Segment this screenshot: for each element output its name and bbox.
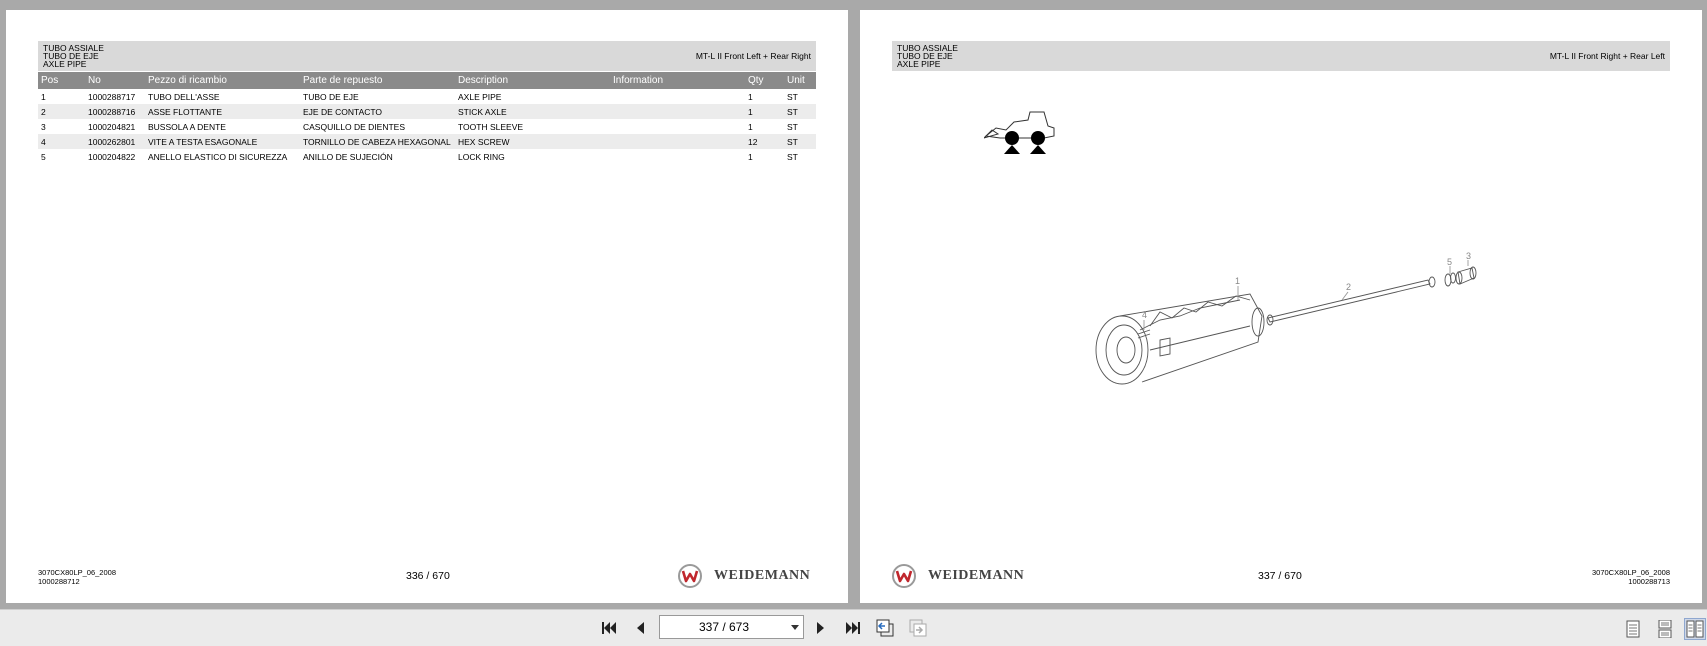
logo-mark-icon bbox=[678, 564, 702, 588]
cell bbox=[610, 149, 745, 164]
continuous-view-button[interactable] bbox=[1654, 618, 1676, 640]
weidemann-logo bbox=[678, 564, 810, 588]
cell: LOCK RING bbox=[458, 151, 505, 162]
col-it: Pezzo di ricambio bbox=[145, 72, 300, 89]
cell: ST bbox=[784, 104, 816, 119]
part-code: 1000288713 bbox=[1628, 577, 1670, 586]
cell: 1000204821 bbox=[88, 121, 136, 132]
prev-page-button[interactable] bbox=[629, 618, 651, 638]
prev-view-icon bbox=[875, 618, 897, 638]
cell: 1000288716 bbox=[85, 104, 145, 119]
brand-name: WEIDEMANN bbox=[714, 568, 811, 583]
prev-page-icon bbox=[633, 620, 647, 636]
axle-pipe-diagram bbox=[1090, 250, 1490, 430]
cell: 1 bbox=[748, 91, 753, 102]
col-es: Parte de repuesto bbox=[300, 72, 455, 89]
header-variant: MT-L II Front Right + Rear Left bbox=[1549, 51, 1665, 61]
cell: CASQUILLO DE DIENTES bbox=[303, 121, 406, 132]
cell bbox=[610, 134, 745, 149]
table-row bbox=[38, 104, 816, 119]
right-page bbox=[860, 10, 1702, 603]
cell: 12 bbox=[745, 134, 784, 149]
table-row bbox=[38, 119, 816, 134]
title-line-en: AXLE PIPE bbox=[897, 59, 941, 69]
col-unit: Unit bbox=[784, 72, 816, 89]
col-desc: Description bbox=[455, 72, 610, 89]
cell: ST bbox=[787, 151, 798, 162]
table-row bbox=[38, 134, 816, 149]
cell: STICK AXLE bbox=[455, 104, 610, 119]
header-title bbox=[43, 44, 104, 68]
two-page-icon bbox=[1686, 620, 1704, 638]
cell: 3 bbox=[41, 121, 46, 132]
title-line-en: AXLE PIPE bbox=[43, 59, 87, 69]
cell: VITE A TESTA ESAGONALE bbox=[145, 134, 300, 149]
cell: ANELLO ELASTICO DI SICUREZZA bbox=[148, 151, 288, 162]
cell: 1000204822 bbox=[88, 151, 136, 162]
doc-code: 3070CX80LP_06_2008 bbox=[1592, 568, 1670, 577]
col-qty: Qty bbox=[745, 72, 784, 89]
callout-label: 1 bbox=[1235, 276, 1241, 286]
last-page-icon bbox=[844, 620, 862, 636]
cell: TORNILLO DE CABEZA HEXAGONAL bbox=[300, 134, 455, 149]
wheel-loader-icon bbox=[984, 108, 1060, 166]
cell: ST bbox=[784, 134, 816, 149]
callout-label: 5 bbox=[1447, 257, 1453, 267]
cell: EJE DE CONTACTO bbox=[300, 104, 455, 119]
cell: 2 bbox=[38, 104, 85, 119]
callout-label: 2 bbox=[1346, 282, 1352, 292]
continuous-icon bbox=[1657, 620, 1673, 638]
cell: 4 bbox=[38, 134, 85, 149]
left-page bbox=[6, 10, 848, 603]
page-number-select[interactable] bbox=[659, 615, 804, 639]
cell: TUBO DE EJE bbox=[303, 91, 359, 102]
title-line-es: TUBO DE EJE bbox=[897, 51, 953, 61]
first-page-icon bbox=[600, 620, 618, 636]
cell: ANILLO DE SUJECIÓN bbox=[303, 151, 393, 162]
header-title bbox=[897, 44, 958, 68]
viewer-toolbar bbox=[0, 609, 1707, 646]
parts-table bbox=[38, 72, 816, 164]
col-info: Information bbox=[610, 72, 745, 89]
cell: 1 bbox=[41, 91, 46, 102]
cell: 5 bbox=[41, 151, 46, 162]
cell: ST bbox=[787, 91, 798, 102]
footer-codes bbox=[1592, 568, 1670, 586]
cell: TUBO DELL'ASSE bbox=[148, 91, 220, 102]
callout-label: 3 bbox=[1466, 251, 1472, 261]
cell: ASSE FLOTTANTE bbox=[145, 104, 300, 119]
table-row bbox=[38, 89, 816, 104]
cell: 1000262801 bbox=[85, 134, 145, 149]
cell: 1 bbox=[748, 121, 753, 132]
cell: HEX SCREW bbox=[455, 134, 610, 149]
header-variant: MT-L II Front Left + Rear Right bbox=[695, 51, 811, 61]
cell: 1000288717 bbox=[88, 91, 136, 102]
col-no: No bbox=[85, 72, 145, 89]
first-page-button[interactable] bbox=[598, 618, 620, 638]
title-line-es: TUBO DE EJE bbox=[43, 51, 99, 61]
cell: TOOTH SLEEVE bbox=[458, 121, 524, 132]
cell bbox=[610, 104, 745, 119]
last-page-button[interactable] bbox=[842, 618, 864, 638]
title-line-it: TUBO ASSIALE bbox=[897, 43, 958, 53]
brand-name: WEIDEMANN bbox=[928, 568, 1025, 583]
cell bbox=[610, 89, 745, 104]
next-page-icon bbox=[814, 620, 828, 636]
cell bbox=[610, 119, 745, 134]
page-number-value: 337 / 673 bbox=[698, 620, 750, 634]
logo-mark-icon bbox=[892, 564, 916, 588]
cell: ST bbox=[787, 121, 798, 132]
two-page-view-button[interactable] bbox=[1684, 618, 1706, 640]
page-number: 336 / 670 bbox=[406, 570, 450, 582]
single-page-view-button[interactable] bbox=[1622, 618, 1644, 640]
prev-view-button[interactable] bbox=[875, 618, 897, 638]
page-header bbox=[892, 41, 1670, 71]
next-view-button[interactable] bbox=[908, 618, 930, 638]
page-number: 337 / 670 bbox=[1258, 570, 1302, 582]
chevron-down-icon bbox=[791, 625, 799, 630]
callout-label: 4 bbox=[1142, 310, 1148, 320]
doc-code: 3070CX80LP_06_2008 bbox=[38, 568, 116, 577]
title-line-it: TUBO ASSIALE bbox=[43, 43, 104, 53]
table-header-row bbox=[38, 72, 816, 89]
cell: AXLE PIPE bbox=[458, 91, 502, 102]
next-view-icon bbox=[908, 618, 930, 638]
col-pos: Pos bbox=[38, 72, 85, 89]
page-header bbox=[38, 41, 816, 71]
cell: 1 bbox=[745, 104, 784, 119]
part-code: 1000288712 bbox=[38, 577, 80, 586]
weidemann-logo bbox=[892, 564, 1024, 588]
footer-codes bbox=[38, 568, 116, 586]
single-page-icon bbox=[1625, 620, 1641, 638]
cell: 1 bbox=[748, 151, 753, 162]
next-page-button[interactable] bbox=[810, 618, 832, 638]
table-row bbox=[38, 149, 816, 164]
cell: BUSSOLA A DENTE bbox=[148, 121, 226, 132]
